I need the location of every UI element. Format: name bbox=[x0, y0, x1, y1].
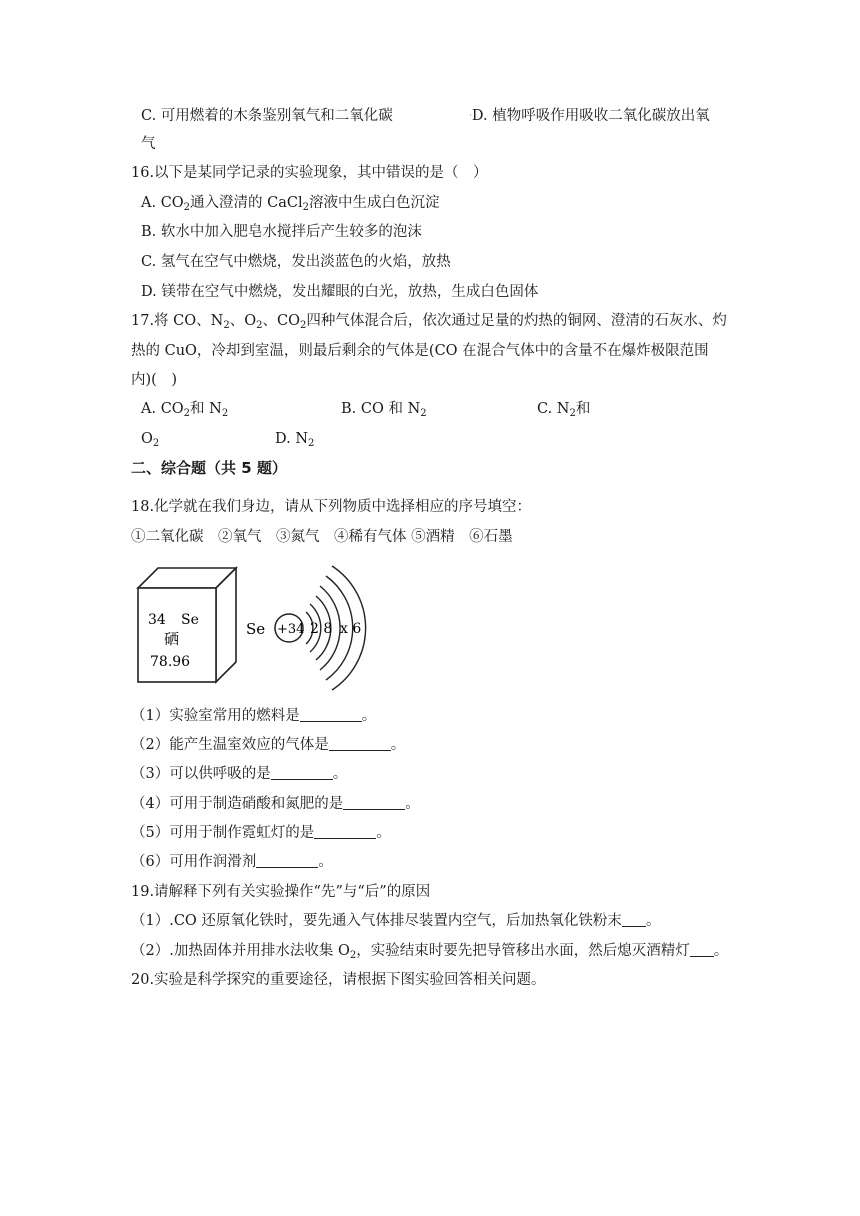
q17-stem-line2: 热的 CuO，冷却到室温，则最后剩余的气体是(CO 在混合气体中的含量不在爆炸极限范围 bbox=[131, 343, 709, 359]
atomic-number: 34 bbox=[148, 612, 166, 628]
q17-option-d: D. $N_2$ bbox=[275, 431, 315, 449]
q17-option-a: A. $CO_2$和 $N_2$ bbox=[141, 401, 229, 419]
q18-item-1: （1）实验室常用的燃料是 。 bbox=[131, 708, 377, 724]
q16-option-c: C. 氢气在空气中燃烧，发出淡蓝色的火焰，放热 bbox=[141, 254, 451, 270]
q18-options: ①二氧化碳 ②氧气 ③氮气 ④稀有气体 ⑤酒精 ⑥石墨 bbox=[131, 529, 513, 545]
q15-option-d-continued: 气 bbox=[141, 136, 156, 152]
section-heading: 二、综合题（共 5 题） bbox=[131, 459, 287, 477]
structure-symbol: Se bbox=[246, 620, 266, 638]
q15-option-c: C. 可用燃着的木条鉴别氧气和二氧化碳 bbox=[141, 108, 393, 124]
nucleus-charge: +34 bbox=[277, 622, 305, 637]
answer-blank[interactable] bbox=[690, 942, 714, 957]
q16-option-d: D. 镁带在空气中燃烧，发出耀眼的白光，放热，生成白色固体 bbox=[141, 284, 539, 300]
q18-item-5: （5）可用于制作霓虹灯的是 。 bbox=[131, 825, 391, 841]
answer-blank[interactable] bbox=[300, 707, 362, 722]
answer-blank[interactable] bbox=[256, 853, 318, 868]
q18-item-4: （4）可用于制造硝酸和氮肥的是 。 bbox=[131, 796, 420, 812]
q15-option-d: ·D. 植物呼吸作用吸收二氧化碳放出氧 bbox=[469, 108, 710, 124]
outer-shell-electrons: x 6 bbox=[340, 621, 362, 637]
q17-option-c-continued: $O_2$ bbox=[141, 431, 160, 449]
q17-stem-line3: 内)( ) bbox=[131, 372, 177, 388]
q16-stem: 16.以下是某同学记录的实验现象，其中错误的是（ ） bbox=[131, 165, 488, 181]
answer-blank[interactable] bbox=[343, 795, 405, 810]
element-name: 硒 bbox=[164, 630, 180, 648]
q17-option-c: C. $N_2$和 bbox=[537, 401, 591, 419]
q19-stem: 19.请解释下列有关实验操作“先”与“后”的原因 bbox=[131, 884, 431, 900]
answer-blank[interactable] bbox=[314, 824, 376, 839]
shell-electrons: 2 8 bbox=[310, 621, 333, 637]
q16-option-a: A. $CO_2$通入澄清的 CaCl$_2$溶液中生成白色沉淀 bbox=[141, 195, 440, 213]
answer-blank[interactable] bbox=[329, 736, 391, 751]
answer-blank[interactable] bbox=[622, 912, 646, 927]
selenium-diagram bbox=[134, 560, 374, 696]
q19-item-1: （1）.CO 还原氧化铁时，要先通入气体排尽装置内空气，后加热氧化铁粉末 。 bbox=[131, 913, 661, 929]
element-symbol: Se bbox=[181, 612, 199, 628]
q18-item-2: （2）能产生温室效应的气体是 。 bbox=[131, 737, 406, 753]
q19-item-2: （2）.加热固体并用排水法收集 $O_2$，实验结束时要先把导管移出水面，然后熄灭酒精灯 。 bbox=[131, 943, 729, 961]
atomic-mass: 78.96 bbox=[150, 654, 191, 670]
q20-stem: 20.实验是科学探究的重要途径，请根据下图实验回答相关问题。 bbox=[131, 972, 546, 988]
answer-blank[interactable] bbox=[271, 765, 333, 780]
q18-item-6: （6）可用作润滑剂 。 bbox=[131, 854, 333, 870]
q17-stem-line1: 17.将 CO、$N_2$、$O_2$、$CO_2$四种气体混合后，依次通过足量的灼热的铜网、澄清的石灰水、灼 bbox=[131, 313, 727, 331]
q17-option-b: B. CO 和 $N_2$ bbox=[341, 401, 427, 419]
q16-option-b: B. 软水中加入肥皂水搅拌后产生较多的泡沫 bbox=[141, 224, 422, 240]
q18-item-3: （3）可以供呼吸的是 。 bbox=[131, 766, 348, 782]
q18-stem: 18.化学就在我们身边，请从下列物质中选择相应的序号填空： bbox=[131, 499, 532, 515]
